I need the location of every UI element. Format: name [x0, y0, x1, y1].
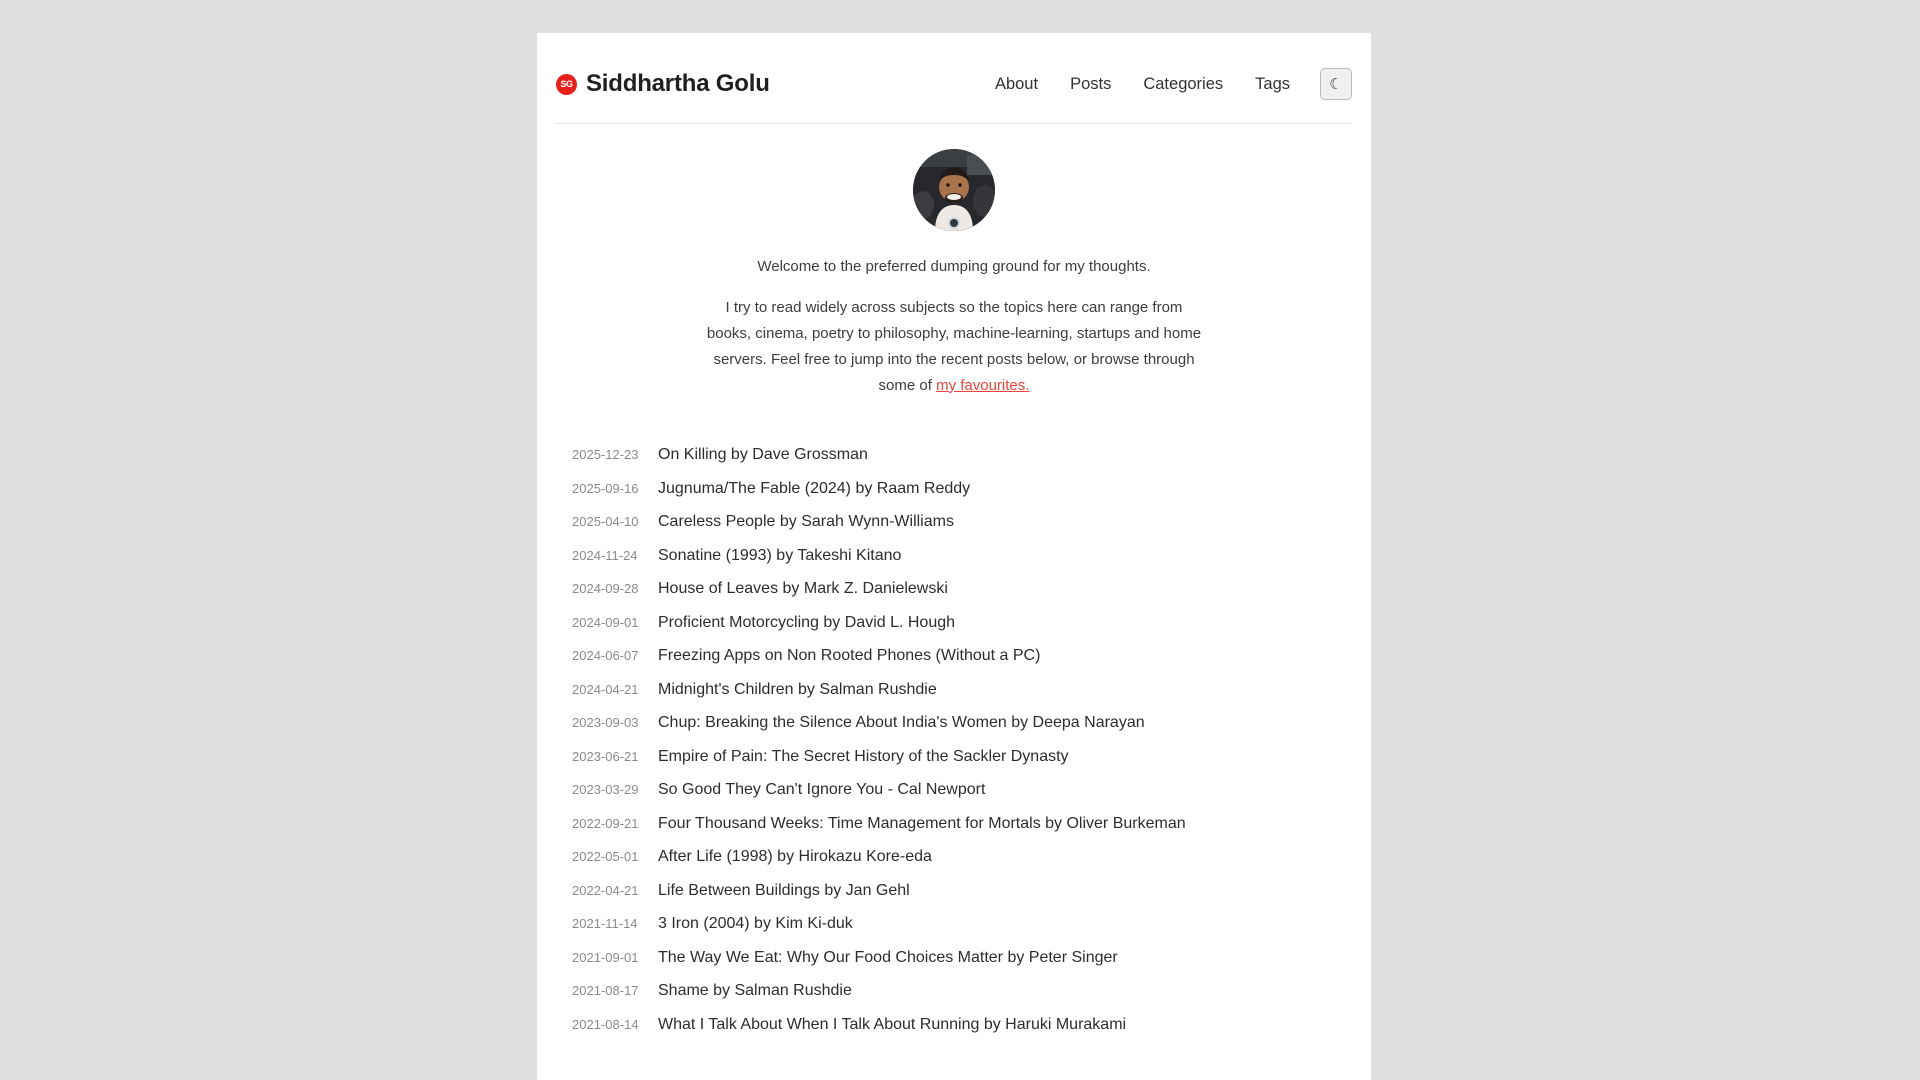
post-title-link[interactable]: 3 Iron (2004) by Kim Ki-duk	[658, 915, 853, 933]
post-row[interactable]	[572, 781, 1352, 815]
post-list	[537, 398, 1371, 1049]
intro-body-text	[702, 295, 1207, 398]
post-title-link[interactable]: After Life (1998) by Hirokazu Kore-eda	[658, 848, 932, 866]
post-row[interactable]	[572, 915, 1352, 949]
post-date: 2024-09-28	[572, 581, 639, 597]
post-title-link[interactable]: Life Between Buildings by Jan Gehl	[658, 881, 910, 899]
post-date: 2023-06-21	[572, 748, 639, 764]
post-row[interactable]	[572, 614, 1352, 648]
post-row[interactable]	[572, 882, 1352, 916]
post-row[interactable]	[572, 848, 1352, 882]
post-row[interactable]	[572, 647, 1352, 681]
post-date: 2022-05-01	[572, 849, 639, 865]
post-row[interactable]	[572, 1016, 1352, 1050]
avatar	[913, 149, 995, 231]
post-title-link[interactable]: Chup: Breaking the Silence About India's Women by Deepa Narayan	[658, 714, 1145, 732]
brand-home-link[interactable]	[556, 70, 770, 98]
post-row[interactable]	[572, 480, 1352, 514]
intro-section	[537, 124, 1371, 398]
post-row[interactable]	[572, 714, 1352, 748]
post-title-link[interactable]: What I Talk About When I Talk About Running by Haruki Murakami	[658, 1015, 1127, 1033]
post-row[interactable]	[572, 547, 1352, 581]
post-row[interactable]	[572, 446, 1352, 480]
post-date: 2021-08-14	[572, 1016, 639, 1032]
favourites-link[interactable]: my favourites.	[936, 376, 1030, 394]
intro-body-main: I try to read widely across subjects so the topics here can range from books, cinema, poetry to philosophy, machine-learning, startups and home servers. Feel free to jump into the recent posts below, or browse through some of	[706, 299, 1202, 394]
main-nav	[979, 68, 1352, 100]
post-row[interactable]	[572, 513, 1352, 547]
post-title-link[interactable]: Careless People by Sarah Wynn-Williams	[658, 513, 954, 531]
dark-mode-toggle-button[interactable]	[1320, 68, 1352, 100]
post-date: 2024-06-07	[572, 648, 639, 664]
post-date: 2021-09-01	[572, 949, 639, 965]
post-row[interactable]	[572, 681, 1352, 715]
brand-logo-initials: SG	[560, 78, 573, 89]
post-title-link[interactable]: Shame by Salman Rushdie	[658, 982, 852, 1000]
post-date: 2021-08-17	[572, 983, 639, 999]
post-date: 2023-09-03	[572, 715, 639, 731]
post-title-link[interactable]: House of Leaves by Mark Z. Danielewski	[658, 580, 948, 598]
nav-item-categories[interactable]: Categories	[1143, 74, 1224, 93]
post-row[interactable]	[572, 815, 1352, 849]
post-date: 2021-11-14	[572, 916, 638, 932]
post-title-link[interactable]: So Good They Can't Ignore You - Cal Newport	[658, 781, 986, 799]
post-row[interactable]	[572, 580, 1352, 614]
site-card	[537, 33, 1371, 1080]
site-header	[537, 33, 1371, 109]
brand-logo-icon	[556, 74, 577, 95]
post-row[interactable]	[572, 949, 1352, 983]
nav-item-about[interactable]: About	[994, 74, 1039, 93]
post-date: 2024-11-24	[572, 547, 638, 563]
post-date: 2023-03-29	[572, 782, 639, 798]
post-date: 2025-04-10	[572, 514, 639, 530]
post-date: 2025-09-16	[572, 480, 639, 496]
post-title-link[interactable]: Four Thousand Weeks: Time Management for Mortals by Oliver Burkeman	[658, 814, 1186, 832]
nav-item-posts[interactable]: Posts	[1070, 74, 1112, 93]
post-date: 2024-09-01	[572, 614, 639, 630]
post-date: 2022-04-21	[572, 882, 639, 898]
post-date: 2024-04-21	[572, 681, 639, 697]
post-title-link[interactable]: On Killing by Dave Grossman	[658, 446, 868, 464]
intro-lead-text: Welcome to the preferred dumping ground for my thoughts.	[757, 258, 1151, 275]
post-date: 2022-09-21	[572, 815, 639, 831]
moon-icon: ☾	[1329, 75, 1343, 93]
post-title-link[interactable]: Freezing Apps on Non Rooted Phones (Without a PC)	[658, 647, 1041, 665]
post-title-link[interactable]: Midnight's Children by Salman Rushdie	[658, 680, 937, 698]
post-title-link[interactable]: The Way We Eat: Why Our Food Choices Matter by Peter Singer	[658, 948, 1118, 966]
post-title-link[interactable]: Sonatine (1993) by Takeshi Kitano	[658, 546, 902, 564]
post-row[interactable]	[572, 982, 1352, 1016]
post-row[interactable]	[572, 748, 1352, 782]
post-title-link[interactable]: Empire of Pain: The Secret History of the Sackler Dynasty	[658, 747, 1069, 765]
post-title-link[interactable]: Proficient Motorcycling by David L. Hough	[658, 613, 956, 631]
post-title-link[interactable]: Jugnuma/The Fable (2024) by Raam Reddy	[658, 479, 971, 497]
brand-name: Siddhartha Golu	[586, 70, 770, 97]
nav-item-tags[interactable]: Tags	[1255, 74, 1290, 93]
post-date: 2025-12-23	[572, 447, 639, 463]
